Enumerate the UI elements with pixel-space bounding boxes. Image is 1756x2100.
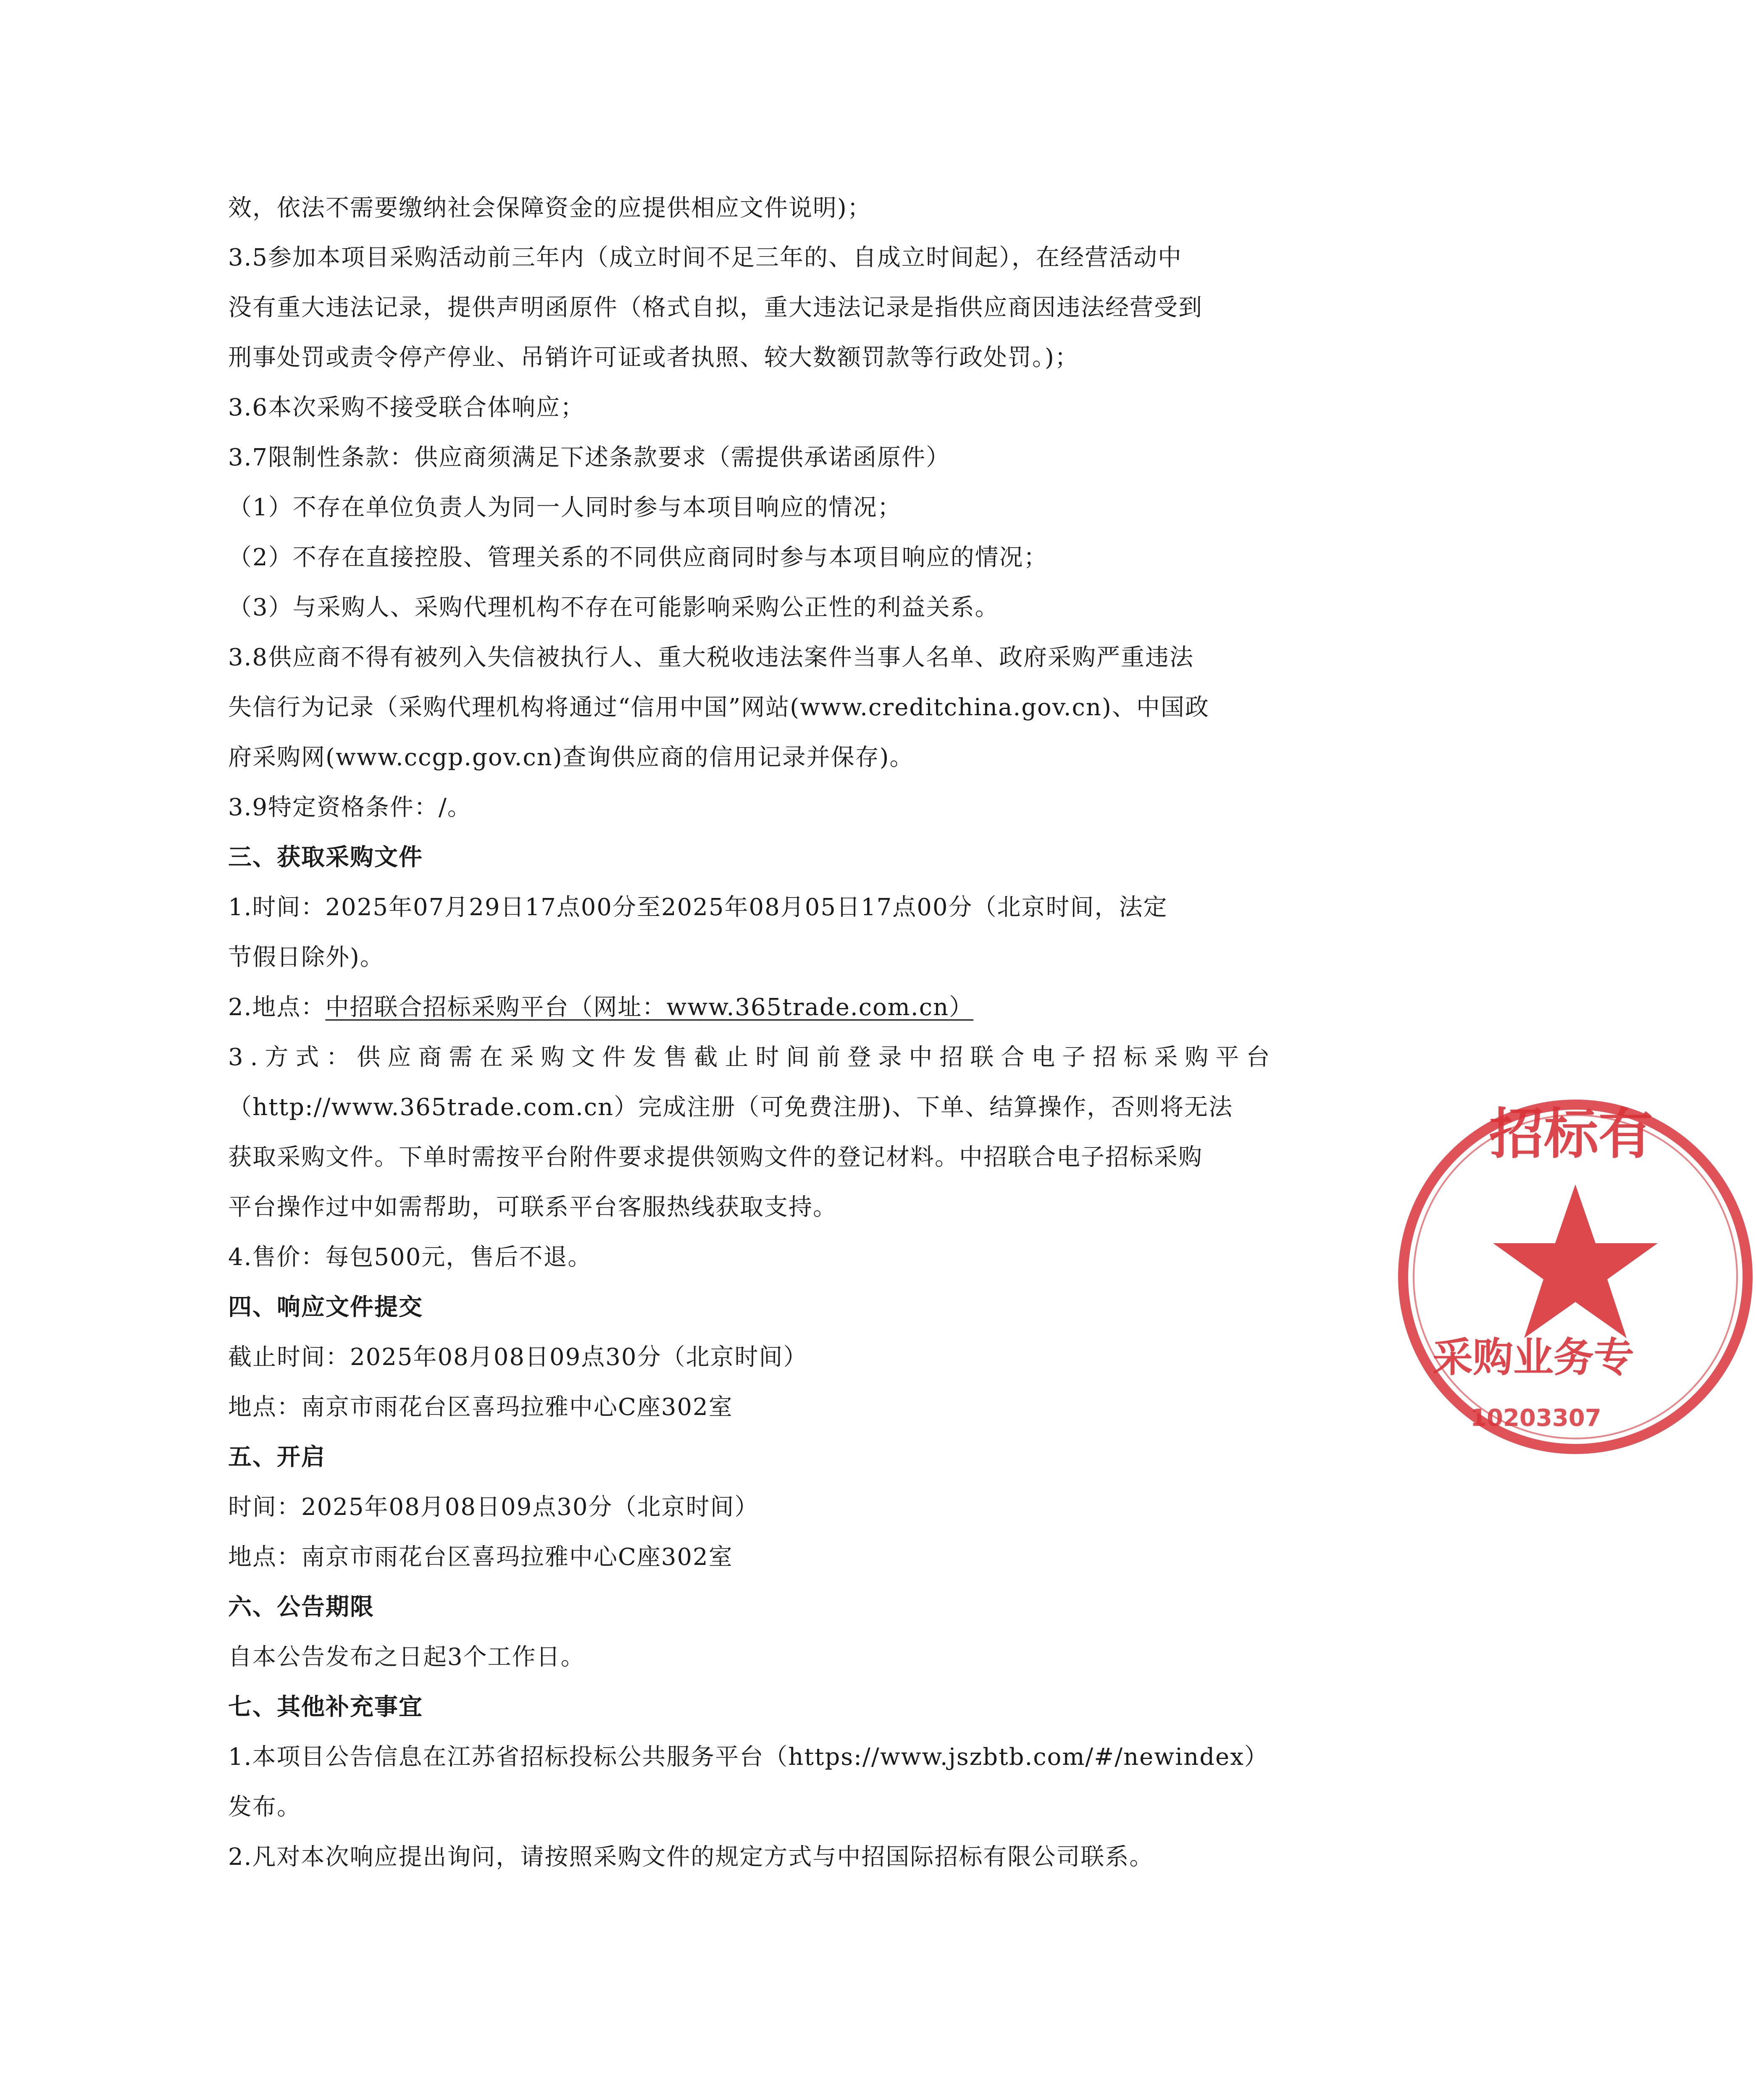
section-heading: 三、获取采购文件 xyxy=(228,844,423,871)
text-line: 3.5参加本项目采购活动前三年内（成立时间不足三年的、自成立时间起），在经营活动中 xyxy=(228,244,1183,271)
text-line: 3.9特定资格条件：/。 xyxy=(228,794,472,821)
text-line: 府采购网(www.ccgp.gov.cn)查询供应商的信用记录并保存)。 xyxy=(228,744,914,771)
text-line: 发布。 xyxy=(228,1793,301,1821)
text-line: 自本公告发布之日起3个工作日。 xyxy=(228,1643,585,1671)
section-heading: 四、响应文件提交 xyxy=(228,1294,423,1321)
text-line: 3.方式：供应商需在采购文件发售截止时间前登录中招联合电子招标采购平台 xyxy=(228,1044,1277,1071)
seal-top-text: 招标有 xyxy=(1489,1102,1653,1166)
location-label: 2.地点： xyxy=(228,994,326,1021)
text-line: 截止时间：2025年08月08日09点30分（北京时间） xyxy=(228,1344,808,1371)
text-line: 平台操作过中如需帮助，可联系平台客服热线获取支持。 xyxy=(228,1194,837,1221)
text-line: 地点：南京市雨花台区喜玛拉雅中心C座302室 xyxy=(228,1544,733,1571)
seal-code: 10203307 xyxy=(1470,1404,1601,1432)
seal-bottom-text: 采购业务专 xyxy=(1433,1334,1634,1381)
text-line: （1）不存在单位负责人为同一人同时参与本项目响应的情况； xyxy=(228,494,902,521)
text-line: 1.本项目公告信息在江苏省招标投标公共服务平台（https://www.jszbtb.com/#/newindex） xyxy=(228,1743,1269,1771)
text-line xyxy=(228,992,973,1023)
section-heading: 七、其他补充事宜 xyxy=(228,1693,423,1721)
text-line: 失信行为记录（采购代理机构将通过“信用中国”网站(www.creditchina.gov.cn)、中国政 xyxy=(228,694,1209,721)
text-line: 效，依法不需要缴纳社会保障资金的应提供相应文件说明)； xyxy=(228,194,872,222)
text-line: 获取采购文件。下单时需按平台附件要求提供领购文件的登记材料。中招联合电子招标采购 xyxy=(228,1144,1203,1171)
section-heading: 五、开启 xyxy=(228,1444,326,1471)
section-heading: 六、公告期限 xyxy=(228,1593,374,1621)
text-line: （http://www.365trade.com.cn）完成注册（可免费注册)、下单、结算操作，否则将无法 xyxy=(228,1094,1233,1121)
official-seal xyxy=(1395,1096,1756,1457)
text-line: 3.8供应商不得有被列入失信被执行人、重大税收违法案件当事人名单、政府采购严重违法 xyxy=(228,644,1194,671)
text-line: 没有重大违法记录，提供声明函原件（格式自拟，重大违法记录是指供应商因违法经营受到 xyxy=(228,294,1203,321)
text-line: 3.6本次采购不接受联合体响应； xyxy=(228,394,585,421)
text-line: 时间：2025年08月08日09点30分（北京时间） xyxy=(228,1494,759,1521)
text-line: 节假日除外)。 xyxy=(228,944,384,971)
star-icon xyxy=(1493,1184,1658,1338)
text-line: 1.时间：2025年07月29日17点00分至2025年08月05日17点00分（北京时间，法定 xyxy=(228,894,1168,921)
text-line: 3.7限制性条款：供应商须满足下述条款要求（需提供承诺函原件） xyxy=(228,444,951,471)
text-line: 4.售价：每包500元，售后不退。 xyxy=(228,1244,592,1271)
text-line: 刑事处罚或责令停产停业、吊销许可证或者执照、较大数额罚款等行政处罚。)； xyxy=(228,344,1079,371)
seal-graphic xyxy=(1395,1096,1756,1457)
text-line: （3）与采购人、采购代理机构不存在可能影响采购公正性的利益关系。 xyxy=(228,594,999,621)
text-line: （2）不存在直接控股、管理关系的不同供应商同时参与本项目响应的情况； xyxy=(228,544,1048,571)
platform-link[interactable]: 中招联合招标采购平台（网址：www.365trade.com.cn） xyxy=(325,994,974,1021)
text-line: 地点：南京市雨花台区喜玛拉雅中心C座302室 xyxy=(228,1394,733,1421)
text-line: 2.凡对本次响应提出询问，请按照采购文件的规定方式与中招国际招标有限公司联系。 xyxy=(228,1843,1154,1871)
